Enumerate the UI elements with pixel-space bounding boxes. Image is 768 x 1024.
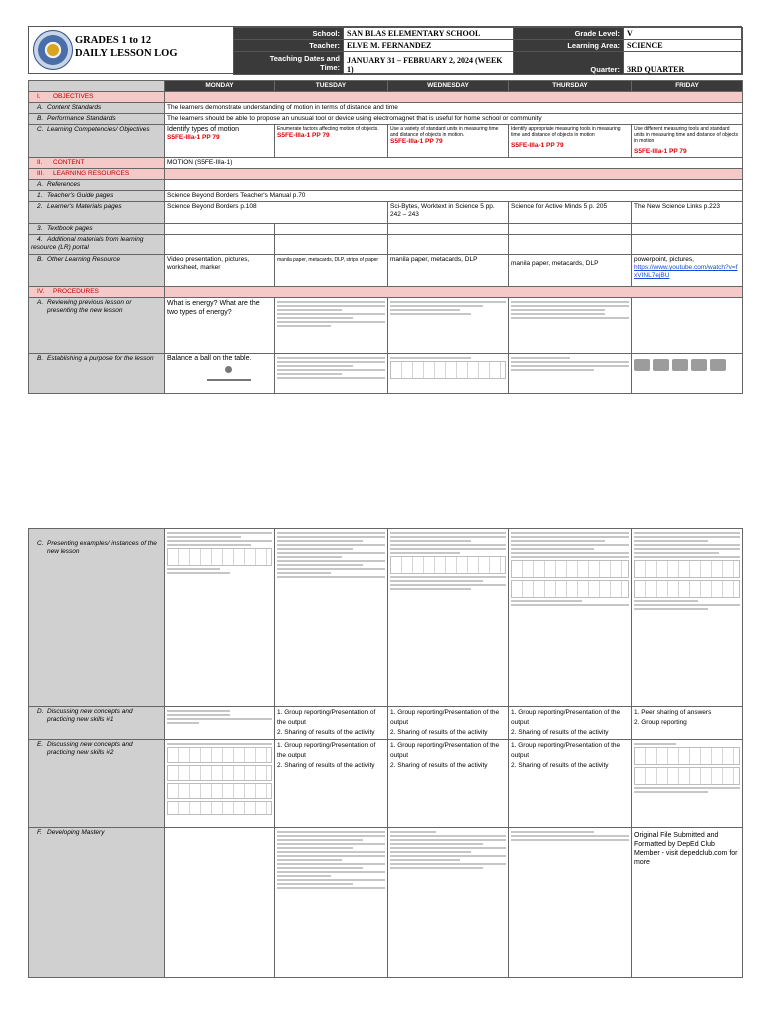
dates-value: JANUARY 31 – FEBRUARY 2, 2024 (WEEK 1) [344,52,514,75]
header [28,26,742,74]
day-friday: FRIDAY [632,81,743,92]
picture-icon [672,359,688,371]
row-competencies: C. Learning Competencies/ Objectives Identify types of motion S5FE-IIIa-1 PP 79 Enumerate factors affecting motion of objects. S5FE-IIIa-1 PP 79 Use a variety of standard units in measuring time and distance of objects in motion. S5FE-IIIa-1 PP 79 Identify appropriate measuring tools in measuring time and distance of objects in motion S5FE-IIIa-1 PP 79 Use different measuring tools and standard units in measuring time and distance of objects in motion S5FE-IIIa-1 PP 79 [29,125,743,158]
row-discussing-2: E. Discussing new concepts and practicing new skills #2 1. Group reporting/Presentation of the output 2. Sharing of results of the activity 1. Group reporting/Presentation of the output 2. Sharing of results of the activity 1. Group reporting/Presentation of the output 2. Sharing of results of the activity [29,740,743,828]
picture-icon [691,359,707,371]
scan-fri-pictures [632,354,743,394]
row-performance-standards: B. Performance Standards The learners should be able to propose an unusual tool or device using electromagnet that is useful for home school or community [29,114,743,125]
teachers-guide-text: Science Beyond Borders Teacher's Manual p.70 [165,191,743,202]
row-additional-materials: 4. Additional materials from learning resource (LR) portal [29,235,743,255]
deped-seal-icon [33,30,73,70]
scan-mon-discussing [165,707,275,740]
section-resources: III. LEARNING RESOURCES [29,169,743,180]
scan-tue-presenting [275,529,388,707]
days-header-row [29,81,743,92]
grade-value: V [624,28,743,40]
scan-thu-purpose [509,354,632,394]
scan-tue-mastery [275,828,388,978]
lesson-log-table-page2 [28,528,743,978]
row-references: A. References [29,180,743,191]
quarter-label: Quarter: [514,52,624,75]
scan-thu-presenting [509,529,632,707]
row-textbook: 3. Textbook pages [29,224,743,235]
picture-icon [634,359,650,371]
day-tuesday: TUESDAY [275,81,388,92]
row-other-resources: B. Other Learning Resource Video presentation, pictures, worksheet, marker manila paper, metacards, DLP, strips of paper manila paper, metacards, DLP manila paper, metacards, DLP powerpoint, pictures, https://www.youtube.com/watch?v=fxVINL7ejBU [29,255,743,287]
picture-icon [710,359,726,371]
dates-label: Teaching Dates and Time: [234,52,344,75]
area-label: Learning Area: [514,40,624,52]
picture-icon [653,359,669,371]
youtube-link[interactable]: https://www.youtube.com/watch?v=fxVINL7ejBU [634,264,738,279]
scan-wed-mastery [388,828,509,978]
scan-wed-presenting [388,529,509,707]
scan-mon-types-of-motion-table [165,740,275,828]
credits-text: Original File Submitted and Formatted by DepEd Club Member - visit depedclub.com for more [634,832,738,866]
row-content-standards: A. Content Standards The learners demonstrate understanding of motion in terms of distance and time [29,103,743,114]
row-developing-mastery: F. Developing Mastery Original File Submitted and Formatted by DepEd Club Member - visit depedclub.com for more [29,828,743,978]
lesson-log-table-page1 [28,80,743,394]
header-info-table [233,27,743,75]
teacher-value: ELVE M. FERNANDEZ [344,40,514,52]
row-learners-materials: 2. Learner's Materials pages Science Beyond Borders p.108 Sci-Bytes, Worktext in Science 5 pp. 242 – 243 Science for Active Minds 5 p. 205 The New Science Links p.223 [29,202,743,224]
scan-thu-review [509,298,632,354]
performance-standards-text: The learners should be able to propose an unusual tool or device using electromagnet that is useful for home school or community [165,114,743,125]
day-wednesday: WEDNESDAY [388,81,509,92]
row-reviewing: A. Reviewing previous lesson or presenting the new lesson What is energy? What are the two types of energy? [29,298,743,354]
row-purpose: B. Establishing a purpose for the lesson Balance a ball on the table. [29,354,743,394]
row-discussing-1: D. Discussing new concepts and practicing new skills #1 1. Group reporting/Presentation of the output 2. Sharing of results of the activity 1. Group reporting/Presentation of the output 2. Sharing of results of the activity 1. Group reporting/Presentation of the output 2. Sharing of results of the activity 1. Peer sharing of answers 2. Group reporting [29,707,743,740]
area-value: SCIENCE [624,40,743,52]
content-standards-text: The learners demonstrate understanding of motion in terms of distance and time [165,103,743,114]
section-objectives: I. OBJECTIVES [29,92,743,103]
day-thursday: THURSDAY [509,81,632,92]
scan-fri-presenting [632,529,743,707]
scan-wed-puzzle [388,354,509,394]
scan-fri-discussing [632,740,743,828]
section-procedures: IV. PROCEDURES [29,287,743,298]
section-content: II. CONTENT MOTION (S5FE-IIIa-1) [29,158,743,169]
scan-tue-review [275,298,388,354]
scan-thu-mastery [509,828,632,978]
scan-tue-purpose [275,354,388,394]
ball-on-table-icon [207,367,251,381]
school-label: School: [234,28,344,40]
row-presenting: C. Presenting examples/ instances of the new lesson [29,529,743,707]
school-value: SAN BLAS ELEMENTARY SCHOOL [344,28,514,40]
grade-label: Grade Level: [514,28,624,40]
scan-wed-review [388,298,509,354]
day-monday: MONDAY [165,81,275,92]
scan-mon-presenting [165,529,275,707]
document-title: GRADES 1 to 12 DAILY LESSON LOG [75,35,178,59]
quarter-value: 3RD QUARTER [624,52,743,75]
content-text: MOTION (S5FE-IIIa-1) [165,158,743,169]
teacher-label: Teacher: [234,40,344,52]
row-teachers-guide: 1. Teacher's Guide pages Science Beyond Borders Teacher's Manual p.70 [29,191,743,202]
